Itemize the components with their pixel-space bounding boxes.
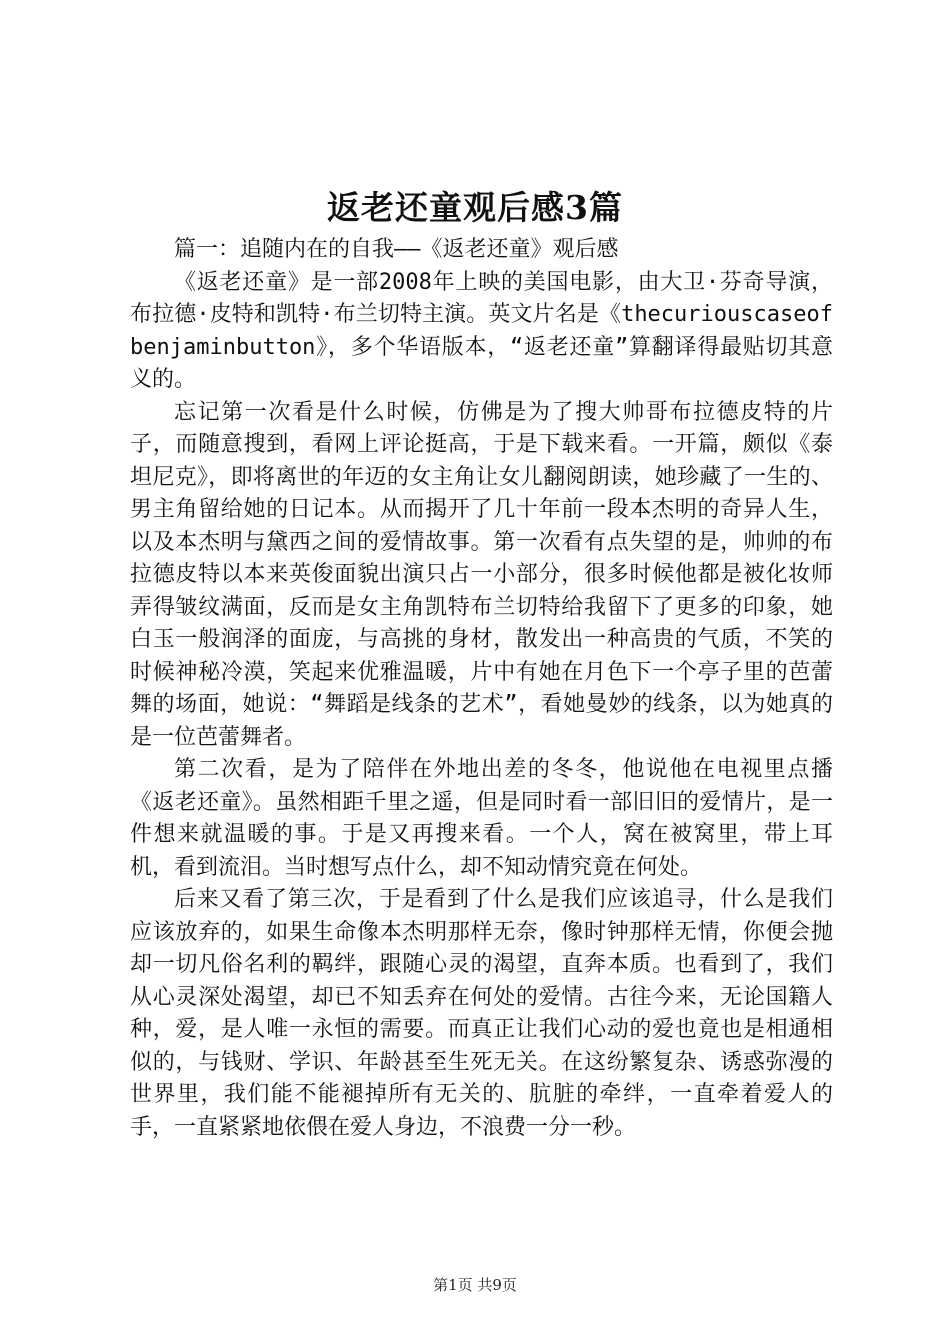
section-subtitle: 篇一：追随内在的自我——《返老还童》观后感 bbox=[174, 237, 619, 262]
paragraph-second-viewing: 第二次看，是为了陪伴在外地出差的冬冬，他说他在电视里点播《返老还童》。虽然相距千里之遥，但是同时看一部旧旧的爱情片，是一件想来就温暖的事。于是又再搜来看。一个人，窝在被窝里，带上耳机，看到流泪。当时想写点什么，却不知动情究竟在何处。 bbox=[130, 757, 833, 880]
document-body bbox=[130, 234, 833, 1144]
page-footer: 第1页 共9页 bbox=[433, 1276, 517, 1294]
paragraph-first-viewing: 忘记第一次看是什么时候，仿佛是为了搜大帅哥布拉德皮特的片子，而随意搜到，看网上评论挺高，于是下载来看。一开篇，颇似《泰坦尼克》，即将离世的年迈的女主角让女儿翻阅朗读，她珍藏了一生的、男主角留给她的日记本。从而揭开了几十年前一段本杰明的奇异人生，以及本杰明与黛西之间的爱情故事。第一次看有点失望的是，帅帅的布拉德皮特以本来英俊面貌出演只占一小部分，很多时候他都是被化妆师弄得皱纹满面，反而是女主角凯特布兰切特给我留下了更多的印象，她白玉一般润泽的面庞，与高挑的身材，散发出一种高贵的气质，不笑的时候神秘冷漠，笑起来优雅温暖，片中有她在月色下一个亭子里的芭蕾舞的场面，她说：“舞蹈是线条的艺术”，看她曼妙的线条，以为她真的是一位芭蕾舞者。 bbox=[130, 399, 833, 750]
paragraph-third-viewing: 后来又看了第三次，于是看到了什么是我们应该追寻，什么是我们应该放弃的，如果生命像本杰明那样无奈，像时钟那样无情，你便会抛却一切凡俗名利的羁绊，跟随心灵的渴望，直奔本质。也看到了，我们从心灵深处渴望，却已不知丢弃在何处的爱情。古往今来，无论国籍人种，爱，是人唯一永恒的需要。而真正让我们心动的爱也竟也是相通相似的，与钱财、学识、年龄甚至生死无关。在这纷繁复杂、诱惑弥漫的世界里，我们能不能褪掉所有无关的、肮脏的牵绊，一直牵着爱人的手，一直紧紧地依偎在爱人身边，不浪费一分一秒。 bbox=[130, 887, 833, 1140]
paragraph-intro: 《返老还童》是一部2008年上映的美国电影，由大卫·芬奇导演，布拉德·皮特和凯特·布兰切特主演。英文片名是《thecuriouscaseofbenjaminbutton》，多个华语版本，“返老还童”算翻译得最贴切其意义的。 bbox=[130, 269, 833, 392]
page-title: 返老还童观后感3篇 bbox=[327, 188, 623, 227]
